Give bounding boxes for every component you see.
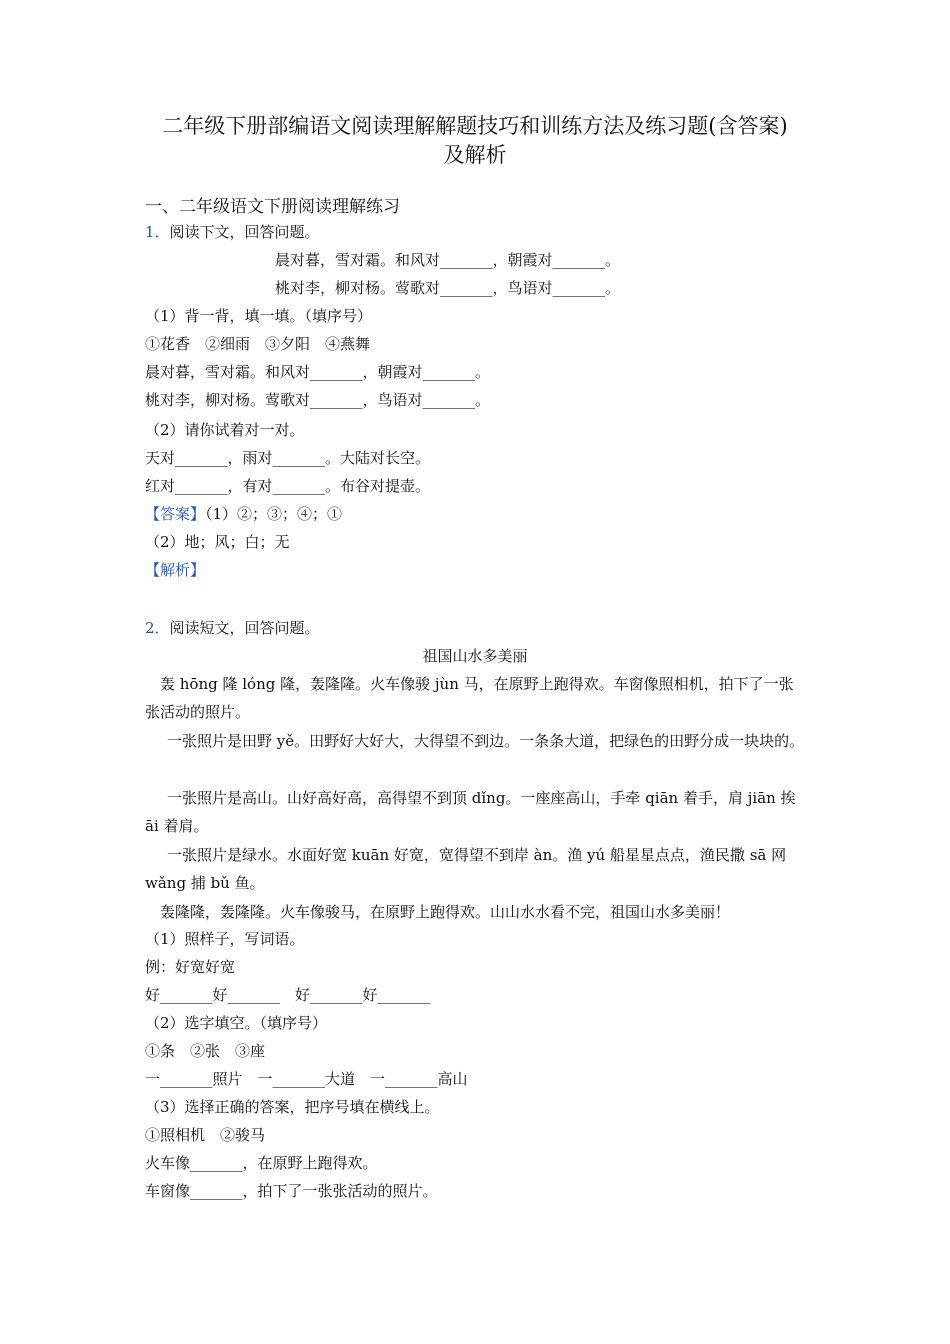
passage-para-2: 一张照片是田野 yě。田野好大好大，大得望不到边。一条条大道，把绿色的田野分成一块块的。 — [167, 732, 805, 750]
passage-para-4: 一张照片是绿水。水面好宽 kuān 好宽，宽得望不到岸 àn。渔 yú 船星星点点，渔民撒 sā 网 wǎng 捕 bǔ 鱼。 — [145, 846, 787, 892]
q2-fill-window: 车窗像_______，拍下了一张张活动的照片。 — [145, 1182, 438, 1200]
q1-pair2: 红对_______，有对_______。布谷对提壶。 — [145, 477, 431, 495]
passage-title: 祖国山水多美丽 — [422, 647, 528, 665]
q1-fill2: 桃对李，柳对杨。莺歌对_______，鸟语对_______。 — [145, 391, 491, 409]
analysis-tag: 【解析】 — [145, 561, 206, 579]
answer-part2: （2）地；风；白；无 — [145, 533, 290, 551]
q1-number: 1． — [145, 223, 170, 241]
answer-tag: 【答案】 — [145, 505, 206, 523]
passage-para-5: 轰隆隆，轰隆隆。火车像骏马，在原野上跑得欢。山山水水看不完，祖国山水多美丽！ — [160, 903, 731, 921]
q1-pair1: 天对_______，雨对_______。大陆对长空。 — [145, 449, 431, 467]
q2-sub3: （3）选择正确的答案，把序号填在横线上。 — [145, 1098, 440, 1116]
doc-title-line1: 二年级下册部编语文阅读理解解题技巧和训练方法及练习题(含答案) — [162, 114, 788, 138]
q1-options: ①花香 ②细雨 ③夕阳 ④燕舞 — [145, 335, 371, 353]
q2-options3: ①照相机 ②骏马 — [145, 1126, 266, 1144]
doc-title-line2: 及解析 — [443, 143, 507, 167]
q2-fill-train: 火车像_______，在原野上跑得欢。 — [145, 1154, 378, 1172]
q1-verse1: 晨对暮，雪对霜。和风对_______，朝霞对_______。 — [275, 251, 621, 269]
q2-fill-measure: 一_______照片 一_______大道 一_______高山 — [145, 1070, 468, 1088]
q2-prompt-line — [145, 617, 320, 639]
q1-prompt: 阅读下文，回答问题。 — [169, 223, 320, 241]
section-heading: 一、二年级语文下册阅读理解练习 — [145, 197, 400, 217]
q2-sub2: （2）选字填空。（填序号） — [145, 1014, 328, 1032]
answer-part1: （1）②；③；④；① — [205, 505, 343, 523]
q2-sub1: （1）照样子，写词语。 — [145, 930, 305, 948]
q1-sub2: （2）请你试着对一对。 — [145, 421, 305, 439]
q1-sub1: （1）背一背，填一填。（填序号） — [145, 307, 373, 325]
q2-prompt: 阅读短文，回答问题。 — [169, 619, 320, 637]
q1-verse2: 桃对李，柳对杨。莺歌对_______，鸟语对_______。 — [275, 279, 621, 297]
q2-options2: ①条 ②张 ③座 — [145, 1042, 266, 1060]
q2-example: 例：好宽好宽 — [145, 958, 236, 976]
passage-para-1: 轰 hōng 隆 lóng 隆，轰隆隆。火车像骏 jùn 马，在原野上跑得欢。车窗像照相机，拍下了一张张活动的照片。 — [145, 675, 794, 721]
q1-fill1: 晨对暮，雪对霜。和风对_______，朝霞对_______。 — [145, 363, 491, 381]
q1-prompt-line — [145, 221, 320, 243]
q2-fill-words: 好_______好_______ 好_______好_______ — [145, 986, 431, 1004]
passage-para-3: 一张照片是高山。山好高好高，高得望不到顶 dǐng。一座座高山，手牵 qiān 着手，肩 jiān 挨 āi 着肩。 — [145, 789, 796, 835]
q2-number: 2． — [145, 619, 170, 637]
q1-answer-line — [145, 503, 342, 525]
